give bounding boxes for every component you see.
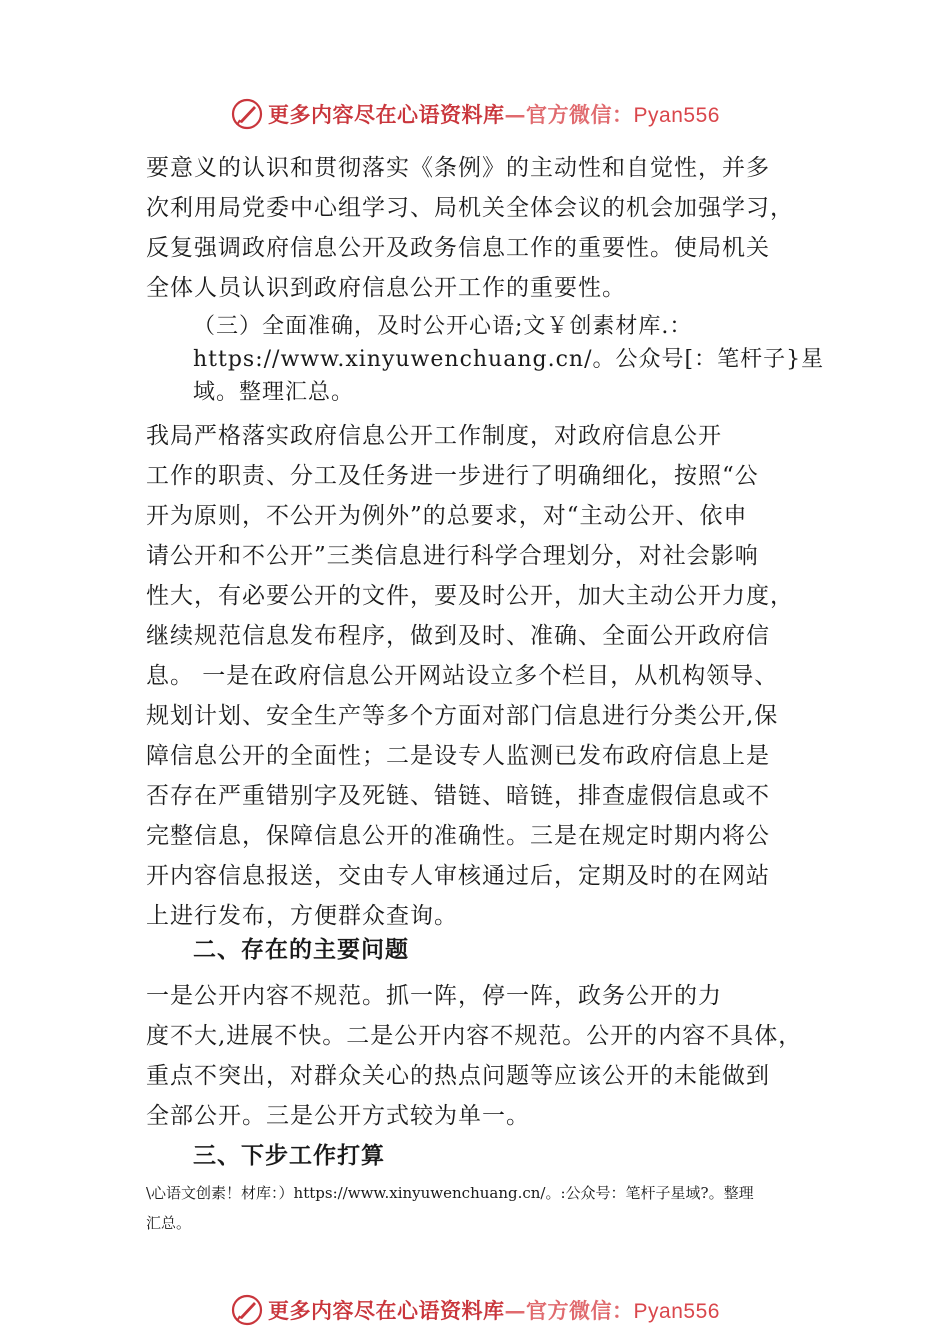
banner-tail-text: —官方微信： (504, 102, 634, 127)
feather-pen-logo-icon (230, 97, 264, 131)
feather-pen-logo-icon (230, 1293, 264, 1327)
banner-wechat-id: Pyan556 (633, 104, 720, 127)
heading-next-steps: 三、下步工作打算 (193, 1143, 385, 1169)
header-banner (0, 94, 950, 134)
banner-main-text: 更多内容尽在心语资料库 (268, 1298, 505, 1323)
banner-tail-text: —官方微信： (504, 1298, 634, 1323)
paragraph-importance: 要意义的认识和贯彻落实《条例》的主动性和自觉性，并多 次利用局党委中心组学习、局机关全体会议的机会加强学习， 反复强调政府信息公开及政务信息工作的重要性。使局机关 全体人员认识到政府信息公开工作的重要性。 (146, 155, 794, 301)
paragraph-disclosure-system: 我局严格落实政府信息公开工作制度，对政府信息公开 工作的职责、分工及任务进一步进行了明确细化，按照“公 开为原则，不公开为例外”的总要求，对“主动公开、依申 请公开和不公开”三类信息进行科学合理划分，对社会影响 性大，有必要公开的文件，要及时公开，加大主动公开力度， 继续规范信息发布程序，做到及时、准确、全面公开政府信 息。 一是在政府信息公开网站设立多个栏目，从机构领导、 规划计划、安全生产等多个方面对部门信息进行分类公开,保 障信息公开的全面性；二是设专人监测已发布政府信息上是 否存在严重错别字及死链、错链、暗链，排查虚假信息或不 完整信息，保障信息公开的准确性。三是在规定时期内将公 开内容信息报送，交由专人审核通过后，定期及时的在网站 上进行发布，方便群众查询。 (146, 423, 794, 929)
banner-text (268, 99, 720, 129)
source-footnote: \心语文创素！材库：）https://www.xinyuwenchuang.cn/。:公众号：笔杆子星域?。整理 汇总。 (146, 1184, 754, 1232)
footer-banner (0, 1290, 950, 1330)
paragraph-problems: 一是公开内容不规范。抓一阵，停一阵，政务公开的力 度不大,进展不快。二是公开内容不规范。公开的内容不具体， 重点不突出，对群众关心的热点问题等应该公开的未能做到 全部公开。三是公开方式较为单一。 (146, 983, 803, 1129)
banner-wechat-id: Pyan556 (633, 1300, 720, 1323)
banner-main-text: 更多内容尽在心语资料库 (268, 102, 505, 127)
heading-main-problems: 二、存在的主要问题 (193, 937, 409, 963)
banner-text (268, 1295, 720, 1325)
subheading-accurate-disclosure: （三）全面准确，及时公开心语;文￥创素材库.： https://www.xinyuwenchuang.cn/。公众号[：笔杆子}星 域。整理汇总。 (193, 314, 825, 405)
